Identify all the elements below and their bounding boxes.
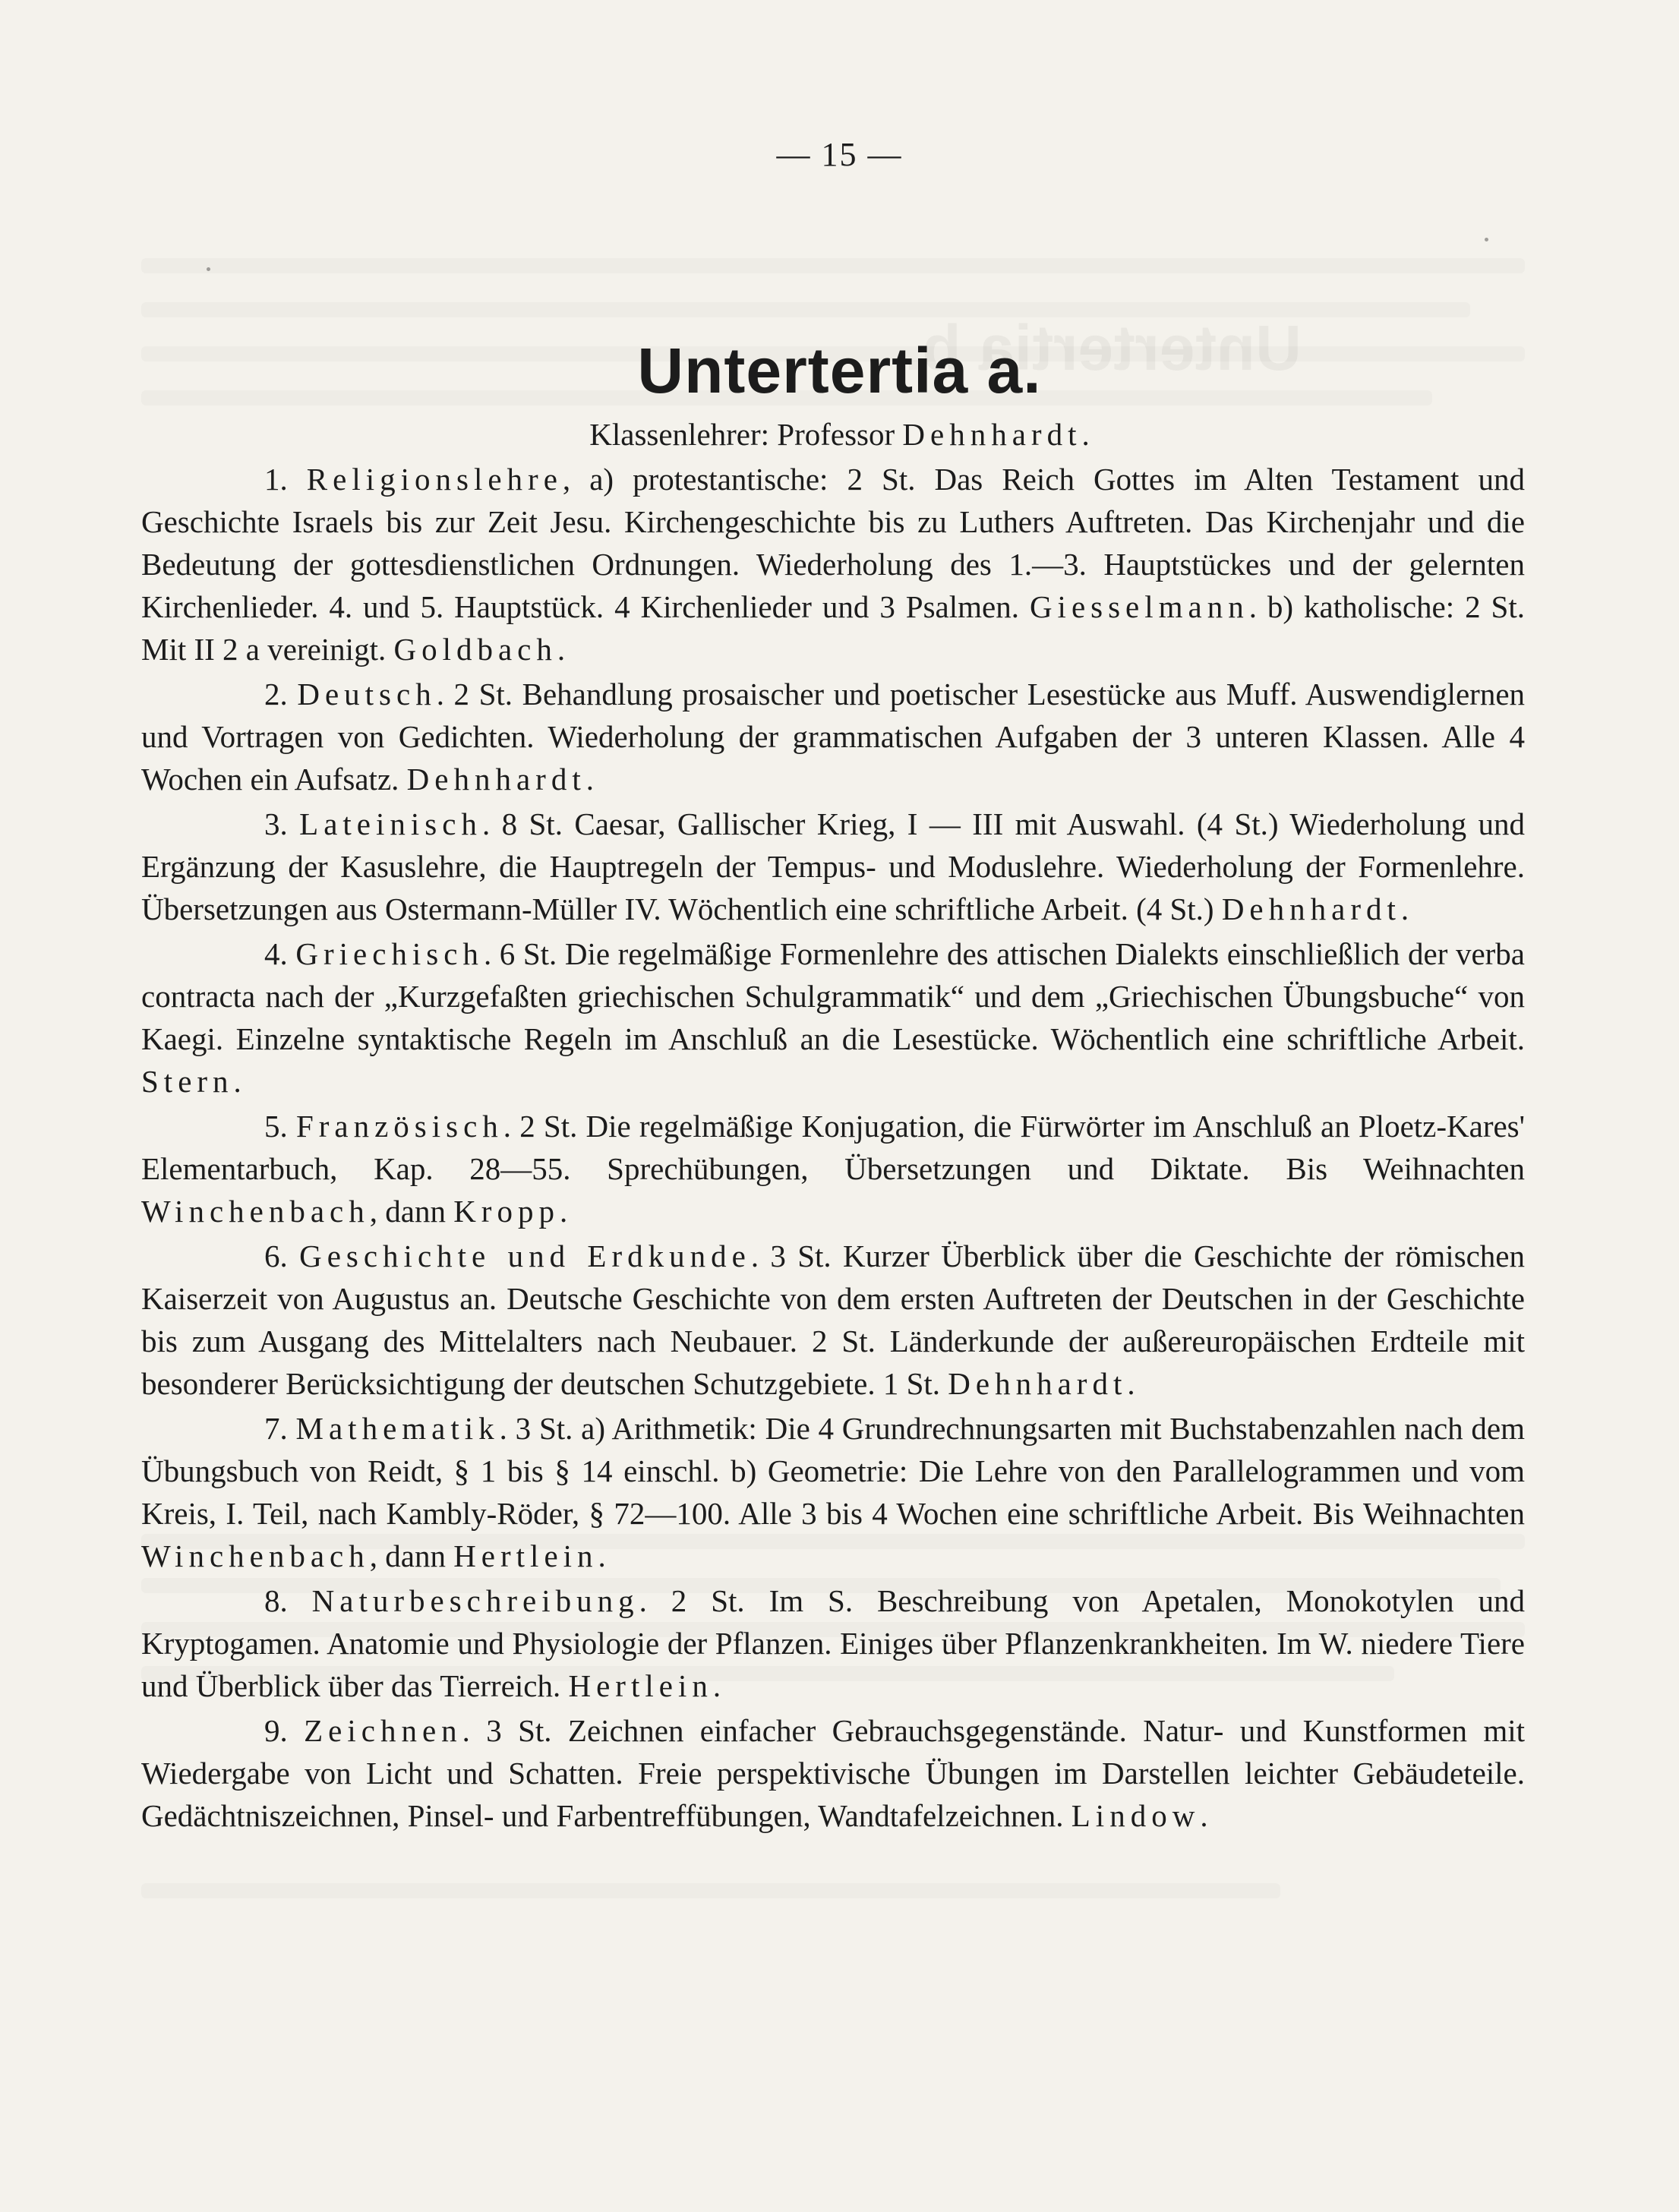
section-text: , dann <box>369 1538 454 1573</box>
section-subject: Mathematik <box>295 1411 500 1446</box>
section-teacher: Winchenbach <box>141 1538 370 1573</box>
section-teacher: Dehnhardt <box>1221 891 1401 926</box>
section-text: . <box>712 1668 721 1703</box>
section-deutsch <box>141 673 1525 800</box>
section-text: . <box>233 1064 241 1099</box>
section-text: . 2 St. Im S. Beschreibung von Apetalen, Monokotylen und Kryptogamen. Anatomie und Physiologie der Pflanzen. Einiges über Pflanzenkrankheiten. Im W. niedere Tiere und Überblick über das Tierreich. <box>141 1583 1526 1703</box>
section-text: , dann <box>369 1194 454 1229</box>
section-text: . 3 St. a) Arithmetik: Die 4 Grundrechnungsarten mit Buchstabenzahlen nach dem Übungsbuch von Reidt, § 1 bis § 14 einschl. b) Geometrie: Die Lehre von den Parallelogrammen und vom Kreis, I. Teil, nach Kambly-Röder, § 72—100. Alle 3 bis 4 Wochen eine schriftliche Arbeit. Bis Weihnachten <box>141 1411 1526 1531</box>
section-teacher: Kropp <box>453 1194 560 1229</box>
section-number: 8. <box>264 1583 312 1618</box>
section-teacher: Dehnhardt <box>406 762 586 797</box>
section-text: . <box>559 1194 568 1229</box>
section-text: . <box>598 1538 606 1573</box>
class-teacher-end: . <box>1081 417 1090 452</box>
section-number: 4. <box>264 936 296 971</box>
section-lateinisch <box>141 803 1525 930</box>
section-teacher: Hertlein <box>453 1538 598 1573</box>
section-franzoesisch <box>141 1105 1525 1232</box>
curriculum-body <box>141 458 1525 1839</box>
section-geschichte-erdkunde <box>141 1235 1525 1405</box>
section-number: 5. <box>264 1109 296 1144</box>
section-religionslehre <box>141 458 1525 671</box>
section-griechisch <box>141 932 1525 1103</box>
section-text: . 2 St. Die regelmäßige Konjugation, die Fürwörter im Anschluß an Ploetz-Kares' Elementarbuch, Kap. 28—55. Sprechübungen, Übersetzungen und Diktate. Bis Weihnachten <box>141 1109 1526 1186</box>
section-text: . <box>1127 1366 1135 1401</box>
section-mathematik <box>141 1407 1525 1577</box>
section-teacher: Hertlein <box>568 1668 713 1703</box>
section-text: . 3 St. Kurzer Überblick über die Geschichte der römischen Kaiserzeit von Augustus an. Deutsche Geschichte von dem ersten Auftreten der Deutschen in der Geschichte bis zum Ausgang des Mittelalters nach Neubauer. 2 St. Länderkunde der außereuropäischen Erdteile mit besonderer Berücksichtigung der deutschen Schutzgebiete. 1 St. <box>141 1239 1525 1401</box>
section-number: 3. <box>264 806 300 841</box>
bleed-through-line <box>141 302 1470 317</box>
class-teacher-name: Dehnhardt <box>902 417 1082 452</box>
section-subject: Griechisch <box>295 936 484 971</box>
section-number: 7. <box>264 1411 296 1446</box>
section-teacher: Giesselmann <box>1029 589 1249 624</box>
section-subject: Französisch <box>295 1109 503 1144</box>
section-teacher: Goldbach <box>393 632 557 667</box>
section-subject: Geschichte und Erdkunde <box>299 1239 751 1273</box>
section-text: . 3 St. Zeichnen einfacher Gebrauchsgegenstände. Natur- und Kunstformen mit Wiedergabe von Licht und Schatten. Freie perspektivische Übungen im Darstellen leichter Gebäudeteile. Gedächtniszeichnen, Pinsel- und Farbentreffübungen, Wandtafelzeichnen. <box>141 1713 1525 1833</box>
section-teacher: Lindow <box>1071 1798 1201 1833</box>
page-number: — 15 — <box>776 136 903 173</box>
class-teacher-label: Klassenlehrer: Professor <box>589 417 903 452</box>
section-subject: Naturbeschreibung <box>311 1583 639 1618</box>
section-teacher: Stern <box>141 1064 234 1099</box>
section-number: 1. <box>264 462 307 497</box>
section-number: 6. <box>264 1239 300 1273</box>
section-text: . <box>1400 891 1409 926</box>
section-naturbeschreibung <box>141 1579 1525 1707</box>
paper-speck <box>207 267 210 271</box>
section-subject: Deutsch <box>297 677 437 712</box>
section-number: 2. <box>264 677 298 712</box>
paper-speck <box>1485 238 1488 241</box>
section-teacher: Dehnhardt <box>948 1366 1128 1401</box>
bleed-through-line <box>141 1883 1280 1898</box>
section-subject: Zeichnen <box>304 1713 462 1748</box>
section-teacher: Winchenbach <box>141 1194 370 1229</box>
bleed-through-line <box>141 258 1525 273</box>
section-text: . <box>557 632 566 667</box>
page-title: Untertertia a. <box>637 335 1042 406</box>
section-text: . 6 St. Die regelmäßige Formenlehre des attischen Dialekts einschließlich der verba contracta nach der „Kurzgefaßten griechischen Schulgrammatik“ und dem „Griechischen Übungsbuche“ von Kaegi. Einzelne syntaktische Regeln im Anschluß an die Lesestücke. Wöchentlich eine schriftliche Arbeit. <box>141 936 1526 1056</box>
section-text: . <box>585 762 594 797</box>
section-number: 9. <box>264 1713 305 1748</box>
section-text: , a) protestantische: 2 St. Das Reich Gottes im Alten Testament und Geschichte Israels bis zur Zeit Jesu. Kirchengeschichte bis zu Luthers Auftreten. Das Kirchenjahr und die Bedeutung der gottesdienstlichen Ordnungen. Wiederholung des 1.—3. Hauptstückes und der gelernten Kirchenlieder. 4. und 5. Hauptstück. 4 Kirchenlieder und 3 Psalmen. <box>141 462 1525 624</box>
section-text: . <box>1200 1798 1208 1833</box>
section-text: . 8 St. Caesar, Gallischer Krieg, I — III mit Auswahl. (4 St.) Wiederholung und Ergänzung der Kasuslehre, die Hauptregeln der Tempus- und Moduslehre. Wiederholung der Formenlehre. Übersetzungen aus Ostermann-Müller IV. Wöchentlich eine schriftliche Arbeit. (4 St.) <box>141 806 1525 926</box>
section-text: . 2 St. Behandlung prosaischer und poetischer Lesestücke aus Muff. Auswendiglernen und Vortragen von Gedichten. Wiederholung der grammatischen Aufgaben der 3 unteren Klassen. Alle 4 Wochen ein Aufsatz. <box>141 677 1526 797</box>
section-text: . b) katholische: 2 St. Mit II 2 a vereinigt. <box>141 589 1525 667</box>
section-zeichnen <box>141 1709 1525 1837</box>
section-subject: Lateinisch <box>299 806 482 841</box>
class-teacher-line <box>0 416 1679 453</box>
section-subject: Religionslehre <box>306 462 563 497</box>
